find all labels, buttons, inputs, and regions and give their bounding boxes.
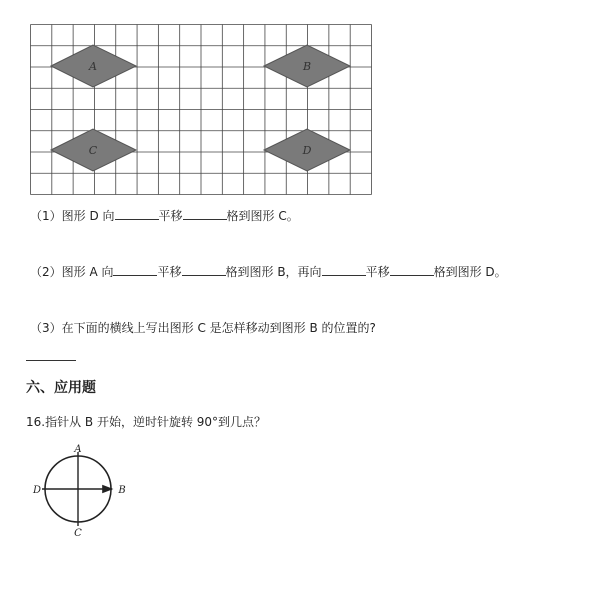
q1-mid: 平移 (158, 209, 183, 223)
q1-prefix: （1）图形 D 向 (30, 209, 115, 223)
q2-blank-count-1[interactable] (182, 264, 226, 276)
clock-svg (32, 442, 132, 538)
label-b: B (118, 485, 126, 496)
question-1 (30, 208, 299, 224)
q2-blank-direction-2[interactable] (322, 264, 366, 276)
question-3 (30, 320, 376, 336)
question-2 (30, 264, 507, 280)
q3-answer-line[interactable] (26, 360, 76, 361)
q2-suffix: 格到图形 D。 (433, 265, 507, 279)
q2-prefix: （2）图形 A 向 (30, 265, 114, 279)
label-d: D (32, 485, 42, 496)
section-title: 六、应用题 (26, 380, 96, 396)
q1-blank-direction[interactable] (115, 208, 159, 220)
grid-figure (30, 24, 372, 200)
q1-blank-count[interactable] (183, 208, 227, 220)
shape-b-label: B (302, 60, 312, 73)
q3-text: （3）在下面的横线上写出图形 C 是怎样移动到图形 B 的位置的? (30, 321, 376, 335)
grid-lines (31, 25, 372, 195)
shape-a-label: A (89, 60, 97, 73)
shape-c-label: C (88, 144, 98, 157)
label-a: A (74, 444, 82, 455)
problem-16-text: 16.指针从 B 开始，逆时针旋转 90°到几点？ (26, 415, 267, 429)
grid-svg (30, 24, 372, 196)
q2-mid3: 平移 (365, 265, 390, 279)
label-c: C (74, 528, 82, 538)
q1-suffix: 格到图形 C。 (226, 209, 299, 223)
clock-figure (32, 442, 132, 542)
q2-blank-count-2[interactable] (390, 264, 434, 276)
shape-d-label: D (302, 144, 312, 157)
q2-mid1: 平移 (157, 265, 182, 279)
q2-blank-direction-1[interactable] (113, 264, 157, 276)
q2-mid2: 格到图形 B，再向 (225, 265, 322, 279)
